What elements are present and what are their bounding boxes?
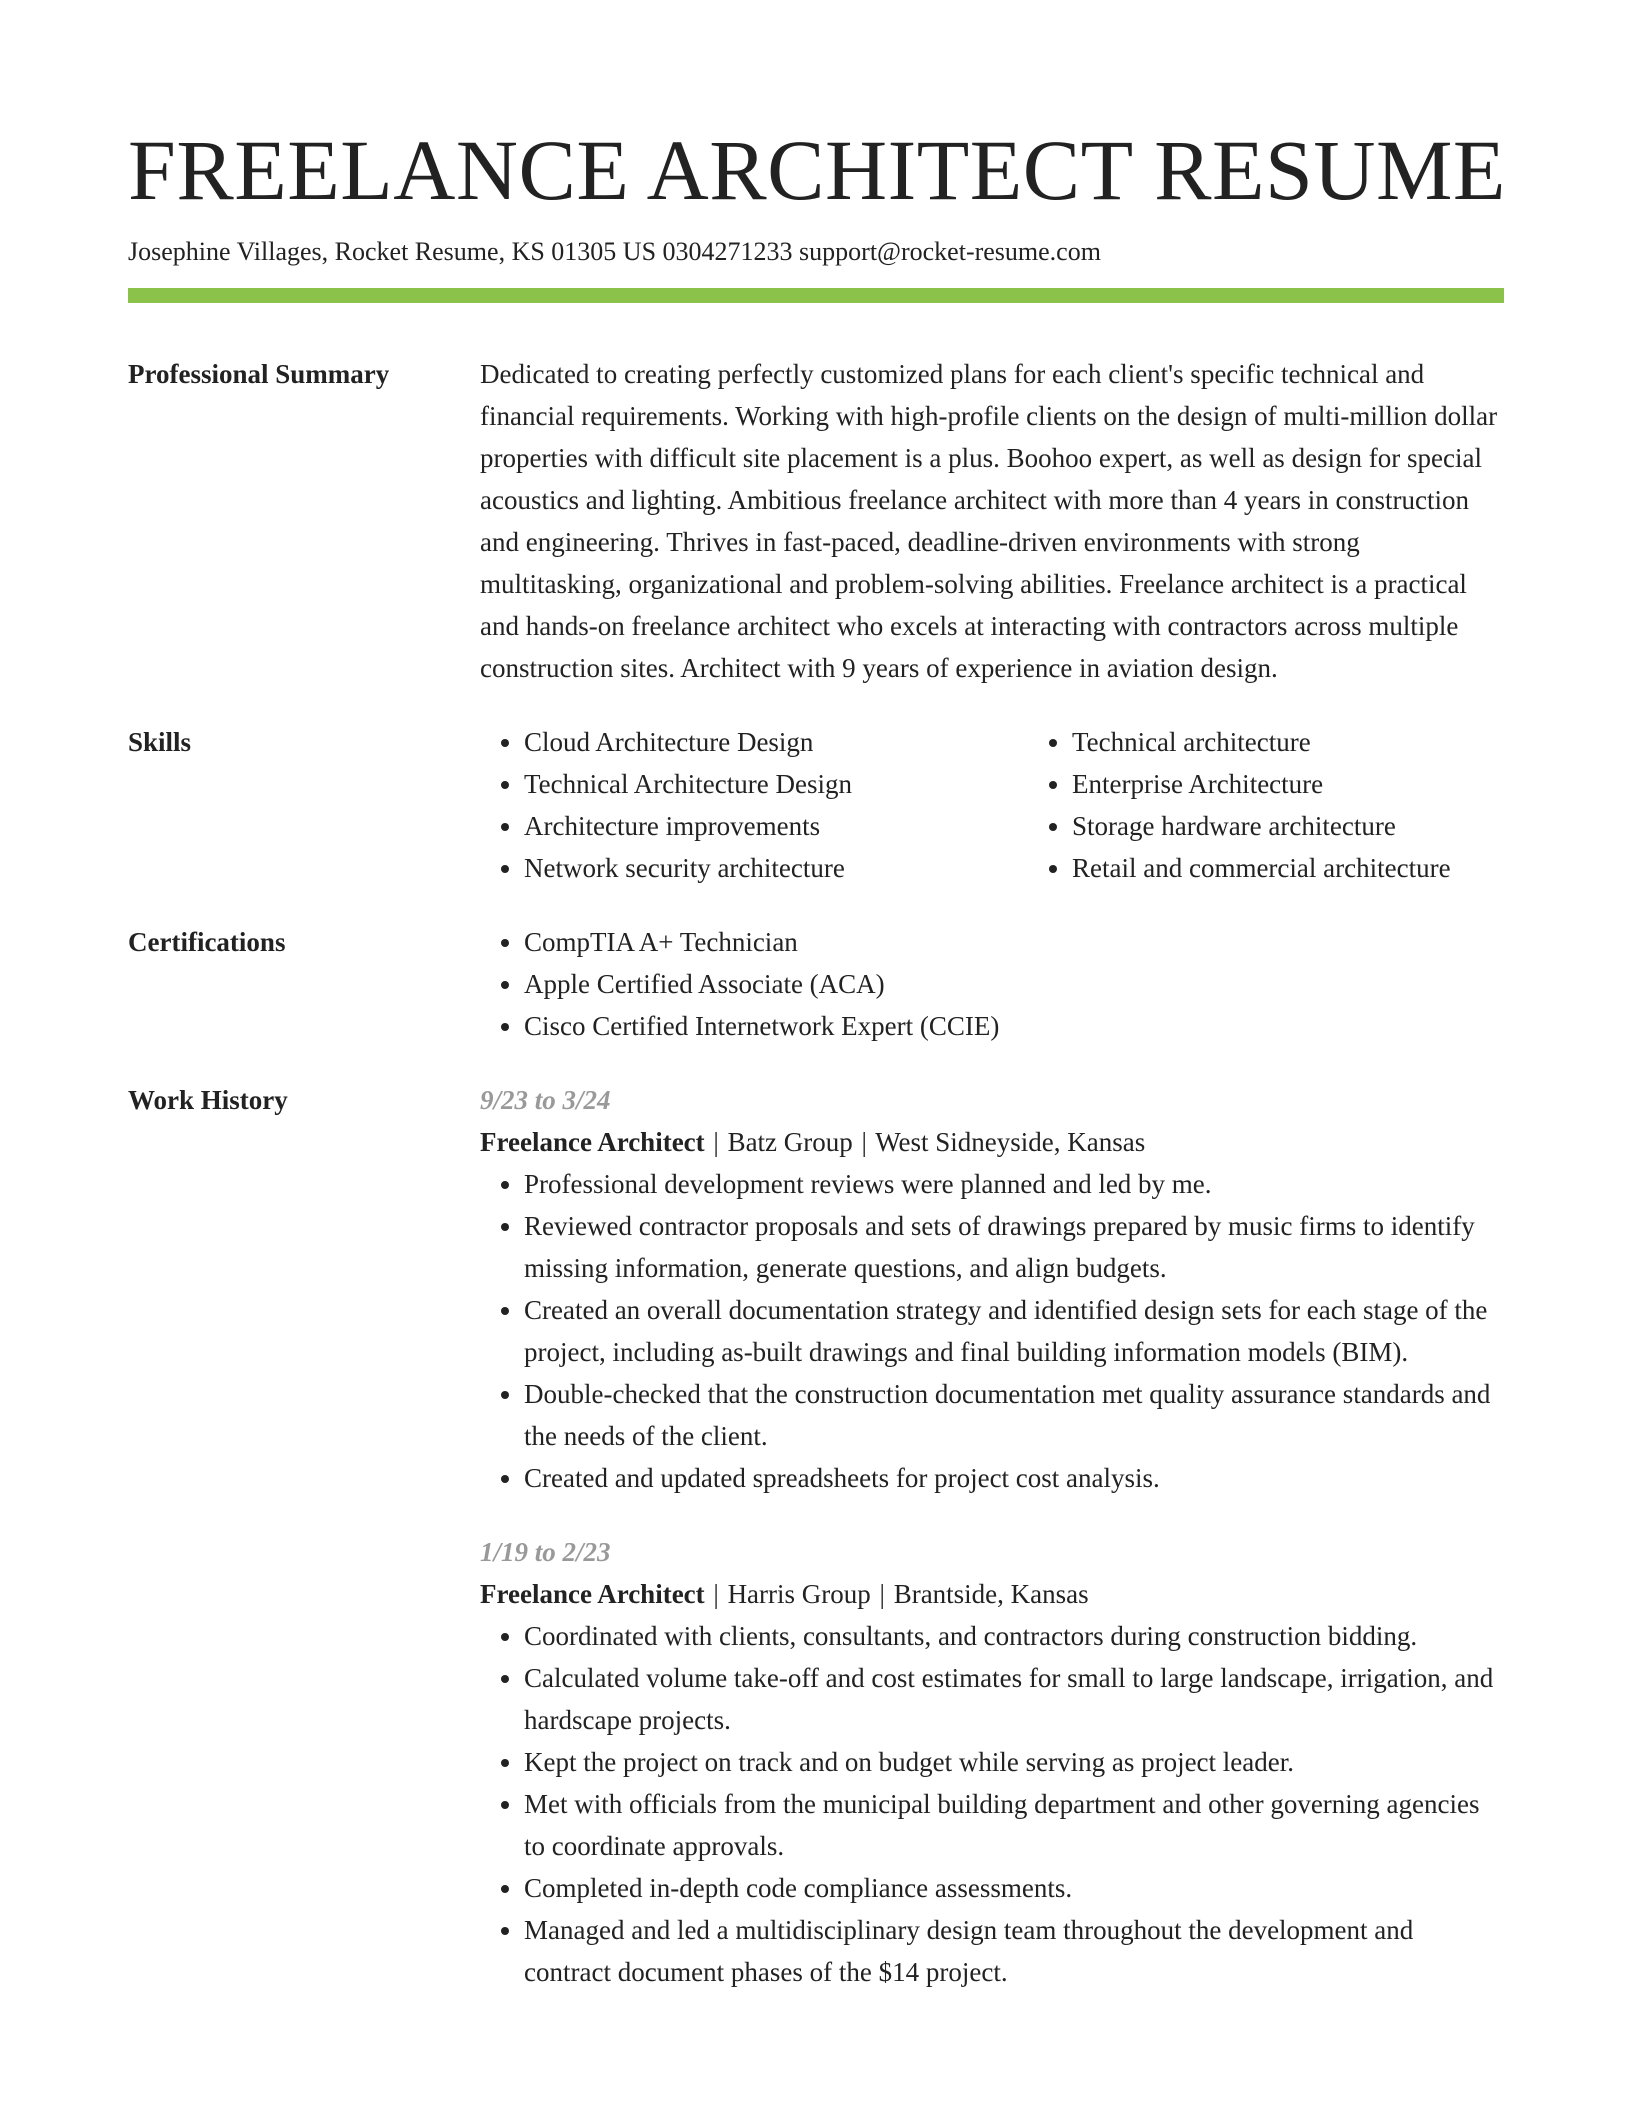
job-bullet: • Coordinated with clients, consultants, and contractors during construction bidding. [524, 1615, 1504, 1657]
skills-section [128, 721, 1504, 889]
skill-item: • Cloud Architecture Design [524, 721, 1028, 763]
job-heading [480, 1121, 1504, 1163]
certification-item: • Apple Certified Associate (ACA) [524, 963, 1504, 1005]
job-bullet: • Kept the project on track and on budget while serving as project leader. [524, 1741, 1504, 1783]
job-bullet: • Created an overall documentation strategy and identified design sets for each stage of the project, including as-built drawings and final building information models (BIM). [524, 1289, 1504, 1373]
job-location: Brantside, Kansas [893, 1579, 1089, 1609]
resume-page [128, 118, 1504, 1993]
work-history-section [128, 1079, 1504, 1993]
job-bullet: • Met with officials from the municipal building department and other governing agencies to coordinate approvals. [524, 1783, 1504, 1867]
certifications-list [480, 921, 1504, 1047]
skill-item: • Technical architecture [1072, 721, 1451, 763]
job-company: Batz Group [727, 1127, 853, 1157]
skill-item: • Network security architecture [524, 847, 1028, 889]
section-label-summary: Professional Summary [128, 359, 390, 389]
skill-item: • Retail and commercial architecture [1072, 847, 1451, 889]
section-label-skills: Skills [128, 727, 192, 757]
work-history-body [480, 1079, 1504, 1993]
job-heading [480, 1573, 1504, 1615]
skill-item: • Architecture improvements [524, 805, 1028, 847]
job-separator: | [861, 1127, 867, 1157]
job-separator: | [713, 1579, 719, 1609]
job-bullet: • Double-checked that the construction documentation met quality assurance standards and the needs of the client. [524, 1373, 1504, 1457]
job-location: West Sidneyside, Kansas [875, 1127, 1146, 1157]
certifications-section [128, 921, 1504, 1047]
certification-item: • CompTIA A+ Technician [524, 921, 1504, 963]
job-bullets [480, 1615, 1504, 1993]
summary-text: Dedicated to creating perfectly customized plans for each client's specific technical and financial requirements. Working with high-profile clients on the design of multi-million dollar properties with difficult site placement is a plus. Boohoo expert, as well as design for special acoustics and lighting. Ambitious freelance architect with more than 4 years in construction and engineering. Thrives in fast-paced, deadline-driven environments with strong multitasking, organizational and problem-solving abilities. Freelance architect is a practical and hands-on freelance architect who excels at interacting with contractors across multiple construction sites. Architect with 9 years of experience in aviation design. [480, 359, 1498, 683]
certifications-body [480, 921, 1504, 1047]
job-bullet: • Created and updated spreadsheets for project cost analysis. [524, 1457, 1504, 1499]
certification-item: • Cisco Certified Internetwork Expert (CCIE) [524, 1005, 1504, 1047]
job-bullet: • Completed in-depth code compliance assessments. [524, 1867, 1504, 1909]
job-separator: | [713, 1127, 719, 1157]
job-bullet: • Calculated volume take-off and cost estimates for small to large landscape, irrigation, and hardscape projects. [524, 1657, 1504, 1741]
job-bullet: • Managed and led a multidisciplinary design team throughout the development and contract document phases of the $14 project. [524, 1909, 1504, 1993]
skills-list-right [1028, 721, 1451, 889]
job-entry [480, 1079, 1504, 1499]
job-title: Freelance Architect [480, 1579, 705, 1609]
job-dates: 9/23 to 3/24 [480, 1085, 611, 1115]
header-accent-rule [128, 288, 1504, 303]
job-separator: | [879, 1579, 885, 1609]
section-label-work-history: Work History [128, 1085, 288, 1115]
job-title: Freelance Architect [480, 1127, 705, 1157]
skill-item: • Storage hardware architecture [1072, 805, 1451, 847]
job-dates: 1/19 to 2/23 [480, 1537, 611, 1567]
job-bullet: • Reviewed contractor proposals and sets of drawings prepared by music firms to identify missing information, generate questions, and align budgets. [524, 1205, 1504, 1289]
job-bullet: • Professional development reviews were planned and led by me. [524, 1163, 1504, 1205]
job-entry [480, 1531, 1504, 1993]
section-label-certifications: Certifications [128, 927, 286, 957]
job-bullets [480, 1163, 1504, 1499]
skills-grid [480, 721, 1504, 889]
contact-line: Josephine Villages, Rocket Resume, KS 01305 US 0304271233 support@rocket-resume.com [128, 237, 1101, 266]
skills-list-left [480, 721, 1028, 889]
job-company: Harris Group [727, 1579, 871, 1609]
skill-item: • Technical Architecture Design [524, 763, 1028, 805]
skill-item: • Enterprise Architecture [1072, 763, 1451, 805]
summary-section [128, 353, 1504, 689]
resume-title: FREELANCE ARCHITECT RESUME [128, 122, 1506, 218]
